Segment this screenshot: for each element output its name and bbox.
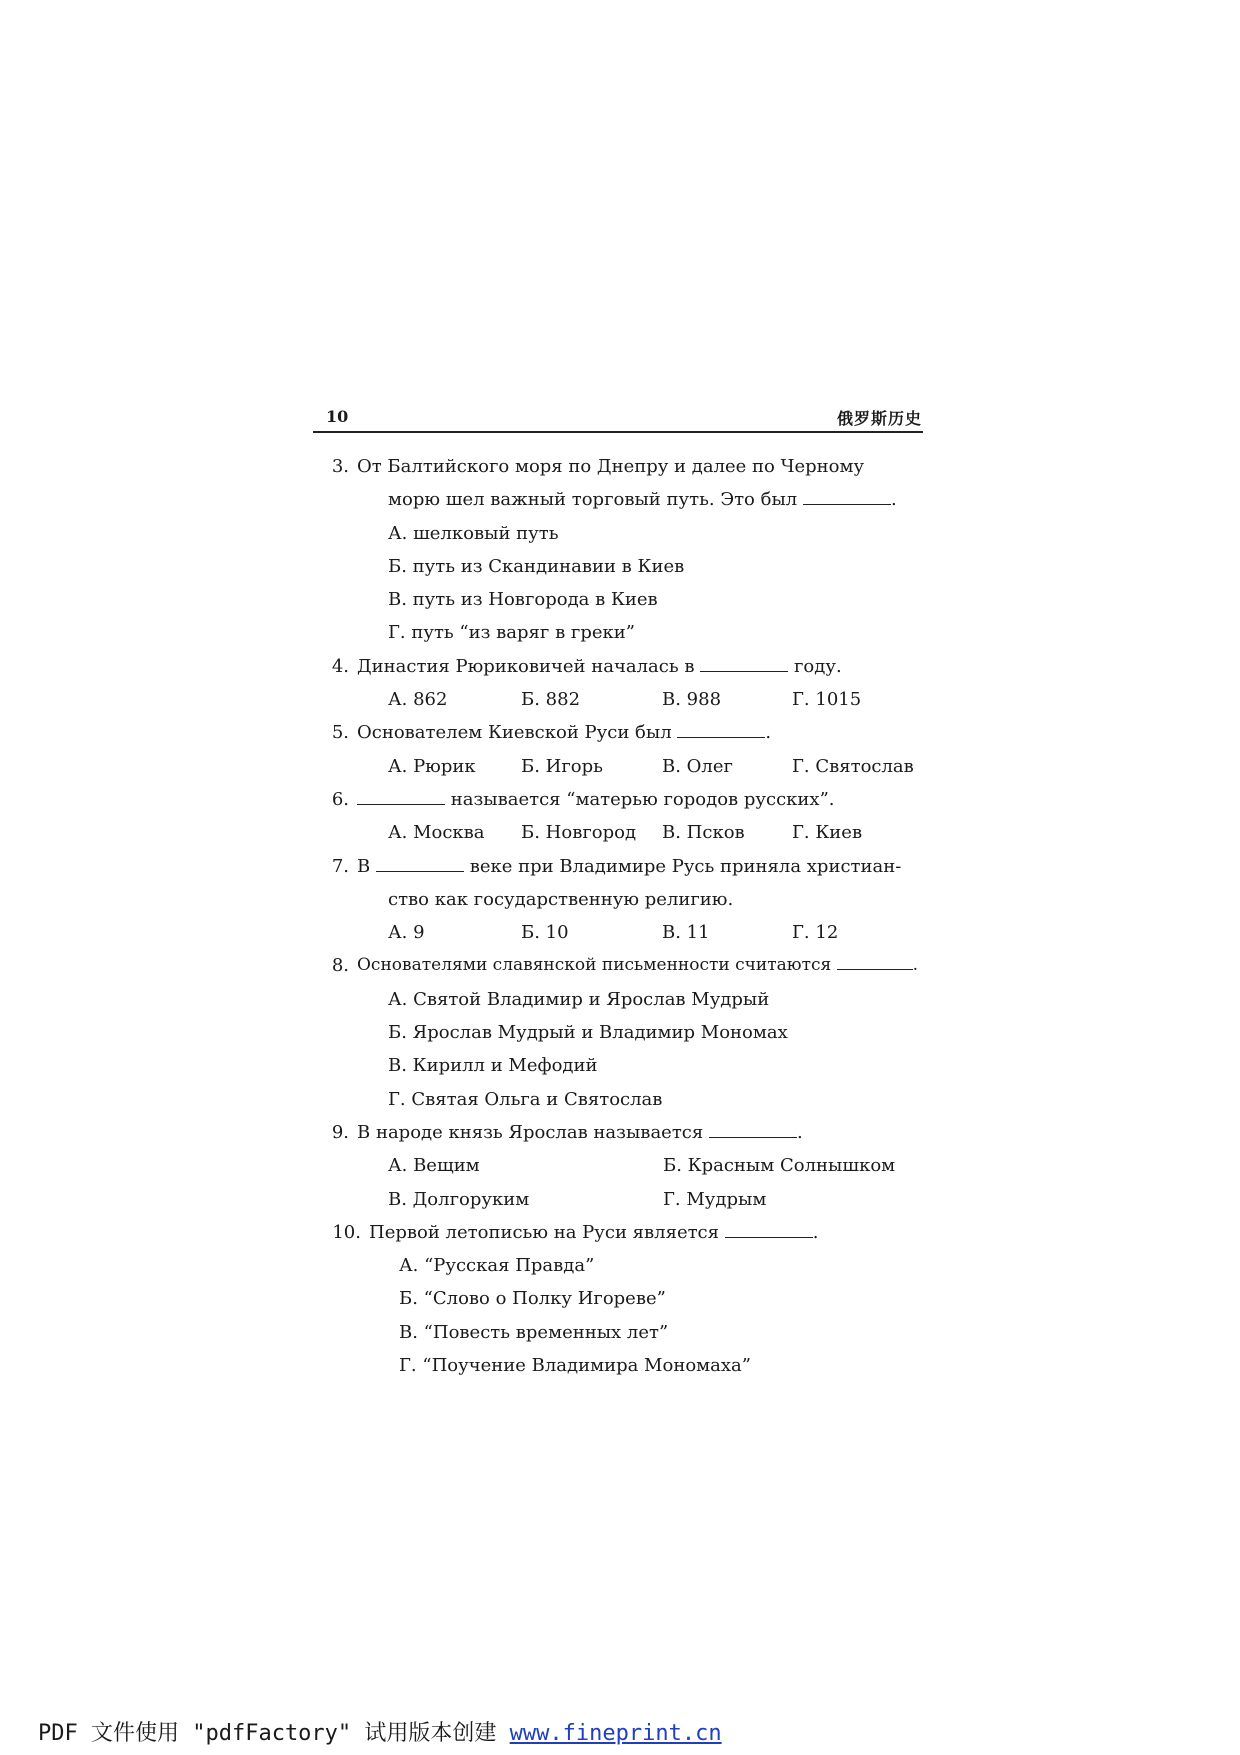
option-d: Г. Мудрым [663,1188,767,1210]
option-c: В. 988 [662,689,722,711]
question-10: 10. Первой летописью на Руси является . [313,1216,925,1249]
question-6-options [313,816,925,849]
answer-blank [837,951,913,970]
question-3-continuation: морю шел важный торговый путь. Это был . [313,483,925,516]
option-b: Б. Ярослав Мудрый и Владимир Мономах [388,1022,788,1044]
option-d: Г. Святая Ольга и Святослав [388,1088,663,1110]
option-c: В. Псков [662,822,745,844]
questions-list [313,450,925,1382]
question-9-options-row2 [313,1183,925,1216]
option-d: Г. Святослав [792,755,914,777]
answer-blank [709,1119,797,1138]
option-c: В. Олег [662,755,733,777]
option-d: Г. 12 [792,922,839,944]
question-3: 3. От Балтийского моря по Днепру и далее по Черному [331,456,865,477]
question-4-options [313,683,925,716]
question-7-options [313,916,925,949]
option-c: В. 11 [662,922,710,944]
question-4: 4. Династия Рюриковичей началась в году. [313,650,925,683]
option-a: А. шелковый путь [388,522,559,544]
pdf-watermark-footer: PDF 文件使用 "pdfFactory" 试用版本创建 www.fineprint.cn [38,1721,722,1746]
option-c: В. Долгоруким [388,1188,530,1210]
question-7-continuation: ство как государственную религию. [388,888,734,910]
question-8: 8. Основателями славянской письменности считаются . [313,949,925,982]
option-c: В. “Повесть временных лет” [399,1321,669,1343]
option-a: А. Рюрик [388,755,476,777]
answer-blank [725,1219,813,1238]
question-7: 7. В веке при Владимире Русь приняла христиан- [313,850,925,883]
fineprint-link[interactable]: www.fineprint.cn [509,1721,722,1746]
option-d: Г. Киев [792,822,863,844]
option-c: В. путь из Новгорода в Киев [388,589,658,611]
option-c: В. Кирилл и Мефодий [388,1055,598,1077]
option-b: Б. 10 [521,922,569,944]
option-a: А. Вещим [388,1155,480,1177]
question-5-options [313,750,925,783]
header-rule [313,431,923,433]
page-number: 10 [326,407,349,426]
option-a: А. Москва [388,822,485,844]
option-d: Г. “Поучение Владимира Мономаха” [399,1355,751,1377]
answer-blank [803,486,891,505]
running-header-title: 俄罗斯历史 [836,409,922,428]
option-d: Г. 1015 [792,689,862,711]
answer-blank [376,853,464,872]
question-6: 6. называется “матерью городов русских”. [313,783,925,816]
answer-blank [700,653,788,672]
option-b: Б. путь из Скандинавии в Киев [388,555,685,577]
option-b: Б. 882 [521,689,581,711]
option-b: Б. Игорь [521,755,603,777]
answer-blank [677,719,765,738]
answer-blank [357,786,445,805]
question-5: 5. Основателем Киевской Руси был . [313,716,925,749]
option-d: Г. путь “из варяг в греки” [388,622,635,644]
option-a: А. 9 [388,922,425,944]
question-9-options-row1 [313,1149,925,1182]
option-a: А. 862 [388,689,448,711]
option-b: Б. “Слово о Полку Игореве” [399,1288,666,1310]
option-a: А. “Русская Правда” [399,1255,595,1277]
option-b: Б. Красным Солнышком [663,1155,896,1177]
option-a: А. Святой Владимир и Ярослав Мудрый [388,988,770,1010]
option-b: Б. Новгород [521,822,637,844]
question-9: 9. В народе князь Ярослав называется . [313,1116,925,1149]
